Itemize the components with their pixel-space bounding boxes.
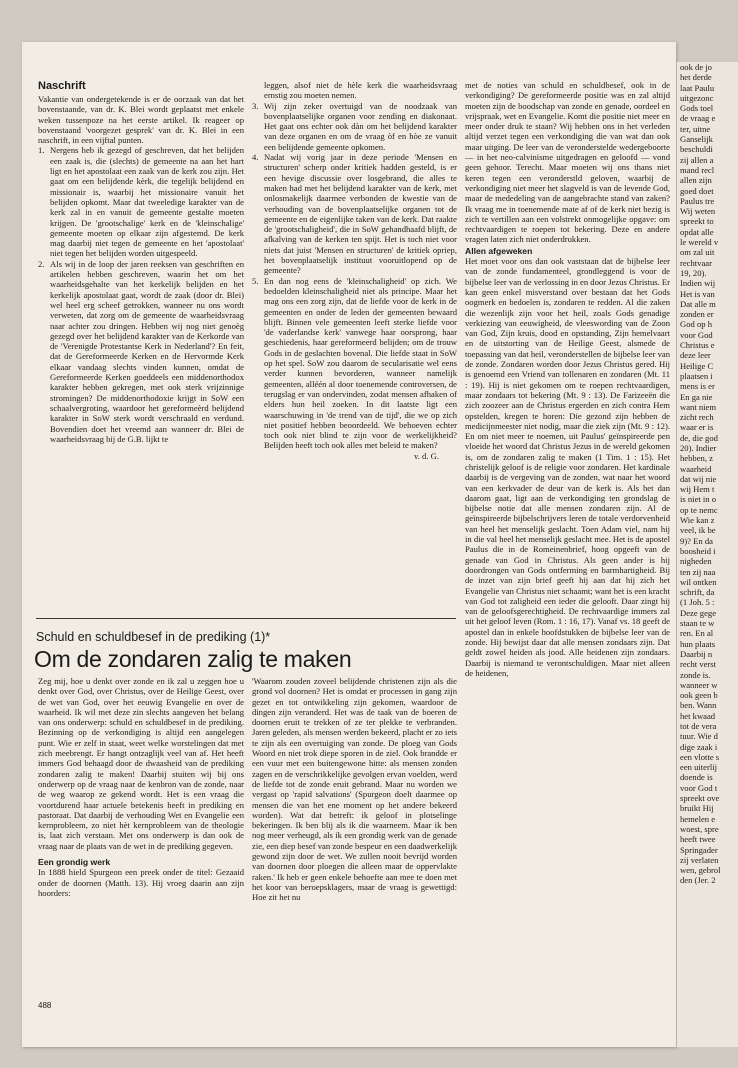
right-page-line: zij allen a	[680, 154, 714, 165]
right-page-line: Ganselijk	[680, 134, 713, 145]
right-page-line: uitgezonc	[680, 92, 714, 103]
right-page-line: boosheid i	[680, 545, 716, 556]
point-text: Als wij in de loop der jaren reeksen van geschriften en artikelen hebben geschreven, waarin het om het waarheidsgehalte van het kerkelijk belijden en het kerkelijk apostolaat gaat, wordt de zaak (door dr. Blei) wel heel erg scheef getrokken, wanneer nu ons wordt verweten, dat zorg om de gemeente de waarheidsvraag naar achter zou dringen. Hebben wij nog niet genoèg gezegd over het belijdend karakter van de Kerkorde van de 'Verenigde Protestantse Kerk in Nederland'? En feit, dat de Gereformeerde Kerken en de Hervormde Kerk elkaar vandaag slechts vinden kunnen, omdat de Gereformeerde Kerken goeddeels een middenorthodox karakter hebben gekregen, met ook sterk vrijzinnige stromingen? De middenorthodoxie krijgt in SoW een schaalvergroting, waardoor het gereformeèrd belijdend karakter in SoW sterk wordt verschraald en verdund. Bovendien doet het vreemd aan wanneer dr. Blei de waarheidsvraag bij de G.B. lijkt te	[50, 258, 244, 444]
right-page-line: een vlotte s	[680, 751, 720, 762]
article-column-3	[465, 80, 670, 678]
right-page-line: wanneer w	[680, 679, 718, 690]
naschrift-point-5	[252, 276, 457, 451]
right-page-line: woest, spre	[680, 823, 719, 834]
article-column-2	[252, 676, 457, 903]
column-3-top-text: met de noties van schuld en schuldbesef, ook in de verkondiging? De gereformeerde positie was en zal altijd moeten zijn de boodschap van zonde en genade, oordeel en vrijspraak, wet en Evangelie. Komt die positie niet meer en meer onder druk te staan? Wij hebben ons in het verleden altijd verzet tegen een verkondiging die van wat dan ook maar uitging. De leer van de veronderstelde wedergeboorte — in het neo-calvinisme uitgedragen en geloofd — vond geen gehoor. Terecht. Maar moeten wij ons thans niet keren tegen een veronderstld geloven, waarbij de verkondiging niet meer het slagveld is van de levende God, maar de mededeling van de aangebrachte stand van zaken? Ik vraag me in toenemende mate af of de kerk niet bezig is zich te vertillen aan een volstrekt onmogelijke opgave: om rechtvaardigen te roepen tot bekering. Deze en andere vragen laten zich niet onderdrukken.	[465, 80, 670, 245]
naschrift-col2-lead: leggen, alsof niet de hèle kerk die waarheidsvraag ernstig zou moeten nemen.	[264, 80, 457, 101]
right-page-line: ter, uitne	[680, 123, 711, 134]
right-page-line: ren. En al	[680, 628, 714, 639]
right-page-line: Indien wij	[680, 278, 716, 289]
right-page-line: God op h	[680, 319, 712, 330]
right-page-line: hebben, z	[680, 453, 713, 464]
point-text: Nergens heb ik gezegd of geschreven, dat het belijden een zaak is, die (slechts) de gemeente na aan het hart ligt en het apostolaat een zaak van de kerk zou zijn. Het gaat om een belijdende kèrk, die tegelijk belijdend en missionair is, waarbij het missionaire vanuit het belijden opkomt. Maar dat tweeledige karakter van de kerk zal in en vanuit de gemeente gestalte moeten krijgen. De 'grootschalige' kerk en de 'kleinschalige' gemeente moeten op elkaar zijn afgestemd. De kerk mag daarbij niet tegen de gemeente en het 'apostolaat' niet tegen het belijden worden uitgespeeld.	[50, 145, 244, 259]
right-page-line: Paulus tre	[680, 195, 715, 206]
point-number: 1.	[38, 145, 45, 156]
naschrift-point-2	[38, 259, 244, 444]
right-page-line: dat wij nie	[680, 473, 717, 484]
right-page-line: ben. Wann	[680, 700, 717, 711]
point-text: En dan nog eens de 'kleinschaligheid' op zich. We bedoelden kleinschaligheid niet als principe. Maar het mag ons een zorg zijn, dat de liefde voor de kerk in de gemeenten en onder de leden der gemeenten bewaard blijft. Binnen vele gemeenten leeft sterke liefde voor 'de vaderlandse kerk' vanwege haar oorsprong, haar geschiedenis, haar gereformeerd belijden; om de trouw Gods in de geslachten bovenal. Die liefde staat in SoW op het spel. SoW zou daarom de secularisatie wel eens verder kunnen bevorderen, wanneer namelijk gemeenten, alléén al door toenemende controversen, de terugslag er van ondervinden, zodat mensen afhaken of elders hun heil zoeken. In dit laatste ligt een waarschuwing in 'de trend van de tijd', die we op zich niet positief hebben beoordeeld. We behoeven echter toch ook niet blind te zijn voor de werkelijkheid? Belijden heeft toch ook alles met beleid te maken?	[264, 275, 457, 451]
right-page-line: mens is er	[680, 381, 715, 392]
right-page-line: spreekt to	[680, 216, 714, 227]
right-page-line: zonden er	[680, 309, 714, 320]
right-page-text	[680, 62, 738, 886]
right-page-line: le wereld v	[680, 237, 719, 248]
subhead-een-grondig-werk: Een grondig werk	[38, 857, 111, 868]
naschrift-point-3	[252, 101, 457, 152]
right-page-line: ook de jo	[680, 62, 712, 72]
naschrift-column-1	[38, 94, 244, 444]
point-text: Nadat wij vorig jaar in deze periode 'Mensen en structuren' scherp onder kritiek hadden gesteld, is er een hevige discussie over losgebrand, die alles te maken had met het belijdend karakter van de kerk, met onlosmakelijk daarmee verbonden de kwestie van de verhouding van de bovenplaatselijke organen tot de gemeente en de eigenlijke taken van de kerk. Dat raakte de 'grootschaligheid', die in SoW gehandhaafd blijft, de afkalving van de kerken ten spijt. Het is toch niet voor niets dat juist 'Mensen en structuren' de kritiek opriep, het bovenplaatselijk instituut vooruitlopend op de gemeente?	[264, 152, 457, 276]
right-page-line: schrift, da	[680, 587, 715, 598]
naschrift-point-1	[38, 145, 244, 258]
right-page-line: rechtvaar	[680, 257, 712, 268]
right-page-line: zicht rech	[680, 412, 714, 423]
right-page-line: zij verlaten	[680, 854, 719, 865]
article-title: Om de zondaren zalig te maken	[34, 646, 352, 672]
point-number: 5.	[252, 275, 259, 286]
right-page-line: Christus e	[680, 340, 715, 351]
right-page-line: dige zaak i	[680, 741, 718, 752]
naschrift-title: Naschrift	[38, 80, 86, 92]
right-page-line: goed doet	[680, 185, 714, 196]
section-divider	[36, 618, 456, 619]
right-page-line: Wij weten	[680, 206, 716, 217]
right-page-line: waarheid	[680, 463, 712, 474]
right-page-line: hun plaats	[680, 638, 716, 649]
right-page-line: op te nemc	[680, 504, 718, 515]
right-page-line: allen zijn	[680, 175, 712, 186]
article-subtitle: Schuld en schuldbesef in de prediking (1)*	[36, 630, 271, 644]
right-page-line: de, die god	[680, 432, 718, 443]
right-page-line: opdat alle	[680, 226, 714, 237]
point-text: Wij zijn zeker overtuigd van de noodzaak van bovenplaatselijke organen voor zending en diakonaat. Het gaat ons echter ook dàn om het belijdend karakter van deze organen en om de vraag òf en hòe ze vanuit een belijdende gemeente opkomen.	[264, 100, 457, 152]
article-col1-tail: In 1888 hield Spurgeon een preek onder de titel: Gezaaid onder de doornen (Matth. 13). Hij vroeg daarin aan zijn hoorders:	[38, 867, 244, 898]
right-page-line: plaatsen i	[680, 370, 713, 381]
right-page-line: ten zij naa	[680, 566, 716, 577]
page-number: 488	[38, 1001, 52, 1010]
right-page-line: laat Paulu	[680, 82, 715, 93]
right-page-line: Springader	[680, 844, 718, 855]
right-page-line: (1 Joh. 5 :	[680, 597, 715, 608]
right-page-line: hemelen e	[680, 813, 716, 824]
column-3-body: Het moet voor ons dan ook vaststaan dat de bijbelse leer van de zonde fundamenteel, grondleggend is voor de bijbelse leer van de verlossing in en door Jezus Christus. Er kan geen enkel misverstand over bestaan dat het Gods oogmerk en bedoelen is, zondaren te redden. Al die zaken die wezenlijk zijn voor het heil, zoals Gods genadige verkiezing van eeuwigheid, de vleeswording van de Zoon van God, Zijn kruis, dood en opstanding, Zijn hemelvaart en de uitstorting van de Heilige Geest, alsmede de toepassing van dat heil, veronderstellen de bijbelse leer van de zonde. Zondaren worden door Jezus Christus gered. Hij is genoemd een Vriend van tollenaren en zondaren (Mt. 11 : 19). Hij is niet gekomen om te roepen rechtvaardigen, maar zondaars tot bekering (Mt. 9 : 13). De Farizeeën die zich zoozeer aan de Christus ergerden en zich contra Hem opstelden, kregen te horen: Die gezond zijn hebben de medicijnmeester niet nodig, maar die ziek zijn (Mt. 9 : 12). En om niet meer te noemen, uit Paulus' geïnspireerde pen vloeide het woord dat Christus Jezus in de wereld gekomen is, om de zondaren zalig te maken (1 Tim. 1 : 15). Het christelijk geloof is de religie voor zondaren. Het kardinale daarbij is de vergeving van de zonden, wat naar het woord van een kerkvader de deur van de kerk is. Als het dan daarom gaat, ligt aan de verkondiging ten grondslag de bijbelse notie dat alle mensen zondaren zijn. Al de geïnspireerde bijbelschrijvers leren de totale verdorvenheid van heel het menselijk geslacht. Toen Adam viel, nam hij in die val heel het menselijk geslacht mee. Het is de apostel Paulus die in de Romeinenbrief, hoog opgeeft van de genade van God in Christus. Als geen ander is hij doordrongen van Gods ontferming en barmhartigheid. Bij de inzet van zijn brief geeft hij aan dat hij zich het Evangelie van Christus niet schaamt; want het is een kracht van God tot zaligheid een ieder die gelooft. Daar zingt hij van de geloofsgerechtigheid. De rechtvaardige immers zal uit het geloof leven (Rom. 1 : 16, 17). Vanaf vs. 18 geeft de apostel dan in enkele hoofdstukken de bijbelse leer van de zonde. Hij bewijst daar dat alle mensen zondaars zijn. Dat geldt zowel heiden als jood. Alle heidenen zijn zondaars. Daarbij is niemand te verontschuldigen. Maar niet alleen de heidenen,	[465, 256, 671, 678]
right-page-line: het kwaad	[680, 710, 716, 721]
right-page-line: staan te w	[680, 618, 715, 629]
right-page-line: zonde is.	[680, 669, 711, 680]
right-page-line: 19, 20).	[680, 267, 707, 278]
right-page-line: 9)? En da	[680, 535, 713, 546]
right-page-line: nigheden	[680, 556, 712, 567]
right-page-line: Heilige C	[680, 360, 714, 371]
right-page-line: het derde	[680, 72, 712, 83]
right-page-line: om zal uit	[680, 247, 715, 258]
right-page-line: heeft twee	[680, 834, 716, 845]
right-page-line: waar er is	[680, 422, 714, 433]
right-page-line: veel, ik be	[680, 525, 716, 536]
article-col2-text: 'Waarom zouden zoveel belijdende christenen zijn als die grond vol doornen? Het is omdat er processen in gang zijn gezet en tot ontwikkeling zijn gekomen, waardoor de dingen zijn veranderd. Het was de taak van de boeren de doornen eruit te trekken of ze ter plekke te verbranden. Jaren geleden, als mensen werden bekeerd, placht er zo iets te zijn als een overtuiging van zonde. De ploeg van Gods Woord en niet trok diepe sporen in de ziel. Ook brandde er een vuur met een buitengewone hitte: als mensen zonden zagen en de verschrikkelijke gevolgen ervan voelden, werd de liefde tot de zonde eruit gebrand. Maar nu worden we vergast op 'rapid salvations' (Spurgeon doelt daarmee op mensen die van het ene moment op het andere bekeerd worden). Wat dat betreft: ik geloof in plotselinge bekeringen. Ik ben blij als ik die waarneem. Maar ik ben nog meer verheugd, als ik een grondig werk van de genade zie, een diep besef van zonde bespeur en een daadwerkelijk gewond zijn door de wet. We zullen nooit bevrijd worden van doornen door ploegen die alleen maar de oppervlakte raken.' Ik heb er geen enkele behoefte aan mee te doen met het koor van beroepsklagers, maar de vraag is gewettigd: Hoe zit het nu	[252, 676, 457, 903]
point-number: 3.	[252, 100, 259, 111]
right-page-line: Deze gege	[680, 607, 717, 618]
right-page-line: Het is van	[680, 288, 715, 299]
right-page-line: Dat alle m	[680, 298, 716, 309]
right-page-line: beschuldi	[680, 144, 713, 155]
right-page-line: voor God	[680, 329, 713, 340]
right-page-line: wil ontken	[680, 576, 717, 587]
naschrift-intro: Vakantie van ondergetekende is er de oorzaak van dat het bovenstaande, van dr. K. Blei wordt geplaatst met enkele weken tussenpoze na het eerste artikel. Ik reageer op bovenstaand 'voorgezet gesprek' van dr. K. Blei in een naschrift, in een vijftal punten.	[38, 94, 244, 146]
right-page-line: een uiterlij	[680, 762, 717, 773]
right-page-line: den (Jer. 2	[680, 875, 716, 886]
article-column-1	[38, 676, 244, 898]
right-page-line: de vraag e	[680, 113, 716, 124]
right-page-edge	[676, 62, 738, 1047]
right-page-line: Gods toel	[680, 103, 714, 114]
naschrift-column-2	[252, 80, 457, 461]
right-page-line: spreekt ove	[680, 793, 720, 804]
point-number: 4.	[252, 152, 259, 163]
right-page-line: wen, gebrol	[680, 865, 721, 876]
right-page-line: wij Hem t	[680, 484, 715, 495]
naschrift-point-4	[252, 152, 457, 276]
right-page-line: ook geen b	[680, 690, 718, 701]
right-page-line: En ga nie	[680, 391, 713, 402]
right-page-line: mand recl	[680, 164, 715, 175]
right-page-line: doende is	[680, 772, 713, 783]
point-number: 2.	[38, 258, 45, 269]
naschrift-signature: v. d. G.	[414, 450, 439, 461]
right-page-line: Wie kan z	[680, 515, 715, 526]
right-page-line: voor God t	[680, 782, 718, 793]
right-page-line: tuur. Wie d	[680, 731, 718, 742]
right-page-line: is niet in o	[680, 494, 717, 505]
right-page-line: 20). Indier	[680, 442, 717, 453]
right-page-line: want niem	[680, 401, 717, 412]
right-page-line: tot de vera	[680, 721, 717, 731]
right-page-line: recht verst	[680, 659, 717, 670]
right-page-line: Daarbij n	[680, 648, 713, 659]
right-page-line: bruikt Hij	[680, 803, 714, 814]
article-col1-text: Zeg mij, hoe u denkt over zonde en ik zal u zeggen hoe u denkt over God, over Christus, over de Heilige Geest, over de wet van God, over het eeuwig Evangelie en over de waarheid. Ik wil met deze zin slechts aangeven het belang van ons onderwerp: schuld en schuldbesef in de prediking. Bezinning op de verkondiging is altijd een aangelegen punt. Wie er zelf in staat, weet welke worstelingen dat met zich meebrengt. Er hangt ontzaglijk veel van af. Het heeft immers God behaagd door de dwaasheid van de prediking zondaren zalig te maken! Daarbij stuiten wij bij ons onderwerp op de vraag naar de kenbron van de zonde, naar de weg waarop ze gekend wordt. Het is een vraag die voortdurend haar actuele betekenis heeft in prediking en pastoraat. Dat daarbij de verhouding Wet en Evangelie een kernprobleem, zo niet hèt kernprobleem van de theologie is, laat zich verstaan. Met ons onderwerp is dan ook de vraag naar de plaats van de wet in de prediking gegeven.	[38, 676, 244, 851]
subhead-allen-afgeweken: Allen afgeweken	[465, 245, 533, 256]
right-page-line: deze leer	[680, 350, 711, 361]
